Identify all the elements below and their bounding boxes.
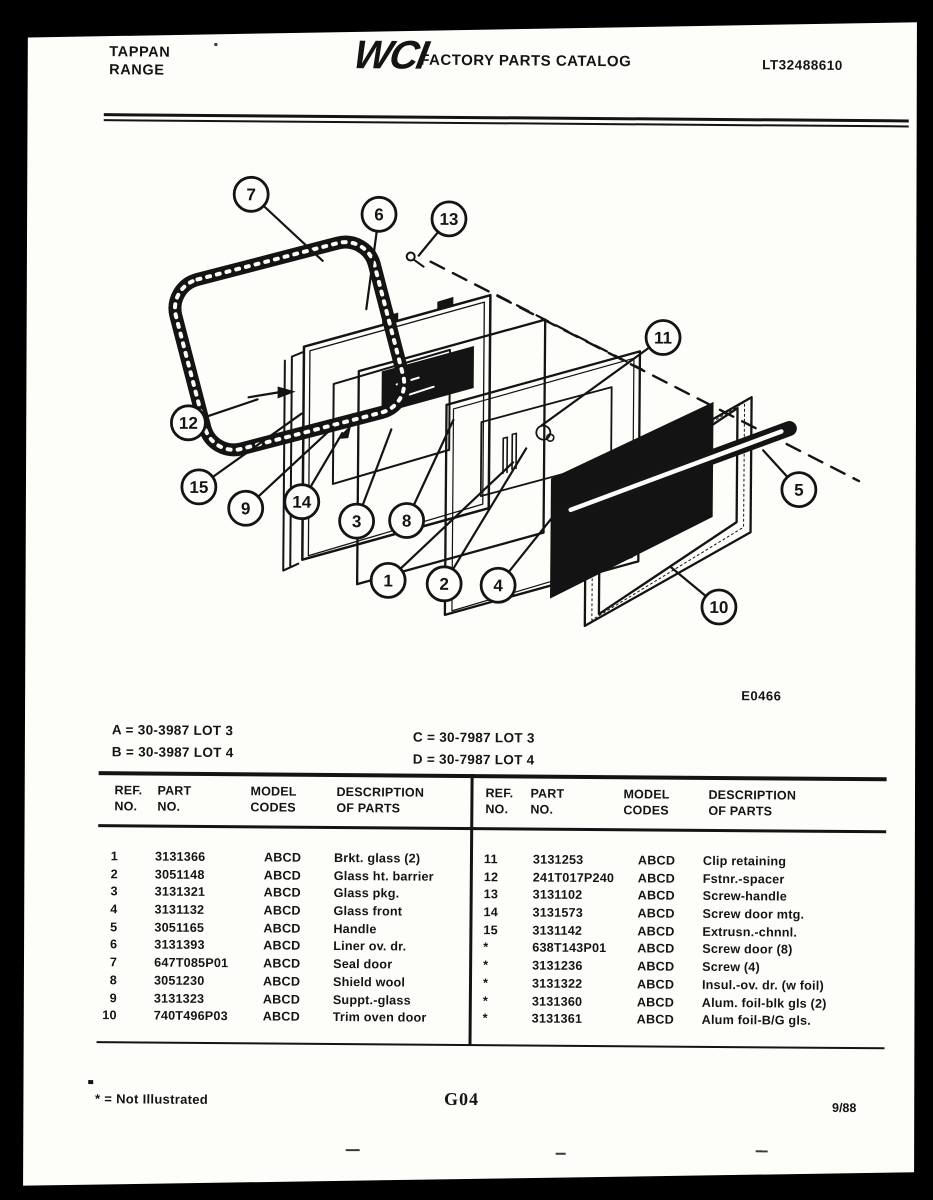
cell-ref: *	[482, 975, 489, 990]
scan-speck	[346, 1149, 360, 1151]
publication-number: LT32488610	[762, 57, 843, 73]
cell-desc: Seal door	[333, 957, 393, 972]
col-header-ref: REF. NO.	[114, 783, 143, 813]
cell-ref: 9	[109, 990, 117, 1005]
col-header-part: PART NO.	[157, 783, 192, 814]
figure-code: E0466	[741, 688, 782, 704]
cell-part: 3051148	[154, 867, 205, 882]
glass-package-art	[357, 318, 545, 585]
col-header-model-2: MODEL CODES	[623, 787, 670, 818]
cell-part: 3051230	[153, 973, 205, 988]
cell-part: 3131322	[531, 976, 583, 991]
cell-desc: Screw door mtg.	[702, 906, 805, 922]
scan-speck	[756, 1150, 768, 1152]
callout-13	[419, 202, 466, 256]
parts-table-right	[470, 852, 883, 1032]
cell-ref: *	[483, 958, 489, 973]
cell-ref: 12	[483, 869, 499, 884]
cell-part: 3131393	[154, 937, 205, 953]
table-row	[97, 1008, 469, 1029]
screw-art	[407, 253, 424, 267]
cell-part: 647T085P01	[154, 955, 229, 971]
cell-ref: 5	[110, 919, 118, 935]
svg-text:1: 1	[383, 571, 393, 591]
cell-codes: ABCD	[263, 885, 301, 901]
svg-text:6: 6	[374, 205, 384, 225]
page-code: G04	[444, 1088, 480, 1110]
svg-text:12: 12	[178, 413, 198, 433]
footnote-mark	[88, 1080, 93, 1084]
scan-speck	[214, 43, 217, 46]
cell-desc: Trim oven door	[332, 1010, 427, 1025]
cell-ref: 3	[110, 884, 118, 899]
model-legend-right	[413, 727, 535, 771]
cell-part: 3051165	[154, 920, 205, 935]
cell-desc: Glass ht. barrier	[333, 868, 434, 884]
table-rule-top	[99, 771, 887, 781]
cell-part: 3131253	[532, 852, 584, 867]
callout-group	[170, 177, 818, 625]
svg-text:8: 8	[401, 511, 412, 531]
legend-item-b: B = 30-3987 LOT 4	[111, 743, 234, 760]
cell-ref: 7	[109, 955, 118, 970]
cell-codes: ABCD	[637, 853, 676, 868]
callout-5	[763, 450, 816, 506]
callout-4	[481, 515, 554, 603]
table-rule-bottom	[97, 1041, 885, 1049]
scan-speck	[556, 1153, 566, 1155]
cell-desc: Screw-handle	[702, 889, 788, 904]
cell-codes: ABCD	[637, 959, 675, 974]
cell-part: 3131366	[154, 849, 206, 864]
cell-codes: ABCD	[637, 871, 676, 886]
cell-part: 3131360	[531, 994, 583, 1009]
cell-ref: *	[482, 1011, 488, 1026]
cell-codes: ABCD	[636, 1012, 674, 1027]
cell-part: 241T017P240	[532, 870, 615, 885]
model-legend-left	[112, 719, 234, 763]
callout-3	[339, 429, 391, 538]
cell-desc: Screw (4)	[702, 959, 760, 975]
table-rule-header	[98, 824, 886, 833]
cell-desc: Clip retaining	[702, 853, 787, 869]
cell-codes: ABCD	[262, 1009, 300, 1024]
cell-ref: 6	[110, 937, 118, 952]
cell-codes: ABCD	[636, 977, 675, 992]
svg-text:3: 3	[351, 512, 362, 532]
cell-part: 3131102	[532, 887, 583, 903]
col-header-part-2: PART NO.	[530, 786, 565, 817]
cell-part: 3131323	[153, 991, 205, 1006]
cell-desc: Glass pkg.	[333, 886, 400, 901]
cell-desc: Shield wool	[332, 974, 406, 990]
cell-part: 740T496P03	[153, 1008, 228, 1024]
cell-part: 3131361	[531, 1011, 583, 1027]
cell-ref: 2	[110, 866, 118, 881]
callout-7	[234, 177, 324, 261]
cell-codes: ABCD	[263, 903, 301, 918]
cell-desc: Extrusn.-chnnl.	[702, 924, 798, 940]
parts-table-left	[97, 849, 470, 1029]
cell-ref: *	[482, 993, 489, 1008]
svg-text:11: 11	[653, 328, 673, 348]
legend-item-d: D = 30-7987 LOT 4	[412, 751, 535, 768]
cell-codes: ABCD	[637, 941, 675, 957]
cell-part: 638T143P01	[532, 940, 607, 956]
cell-codes: ABCD	[637, 924, 675, 939]
edge-channel-art	[283, 352, 304, 571]
col-header-ref-2: REF. NO.	[485, 786, 514, 816]
cell-part: 3131321	[154, 884, 206, 900]
fastener-arrow-art	[249, 386, 296, 398]
cell-ref: 15	[483, 922, 498, 938]
cell-codes: ABCD	[262, 991, 301, 1007]
cell-ref: 13	[483, 887, 499, 902]
cell-ref: 14	[483, 905, 499, 920]
svg-text:2: 2	[439, 574, 449, 594]
cell-codes: ABCD	[637, 906, 675, 921]
cell-ref: *	[483, 940, 489, 955]
cell-ref: 10	[102, 1008, 117, 1023]
cell-desc: Liner ov. dr.	[333, 939, 407, 954]
cell-part: 3131573	[532, 905, 584, 920]
callout-10	[670, 567, 736, 625]
svg-text:4: 4	[493, 576, 503, 596]
cell-codes: ABCD	[263, 921, 301, 936]
cell-part: 3131236	[532, 958, 583, 974]
cell-desc: Handle	[333, 921, 377, 937]
cell-ref: 4	[110, 902, 118, 917]
svg-text:7: 7	[246, 185, 256, 205]
cell-codes: ABCD	[637, 888, 675, 904]
col-header-description-2: DESCRIPTION OF PARTS	[708, 787, 797, 818]
cell-codes: ABCD	[262, 974, 301, 989]
cell-codes: ABCD	[263, 956, 301, 971]
cell-part: 3131132	[154, 902, 205, 918]
wci-logo: WCI	[350, 33, 431, 78]
cell-desc: Fstnr.-spacer	[702, 871, 785, 887]
cell-desc: Suppt.-glass	[332, 992, 411, 1008]
issue-date: 9/88	[831, 1100, 857, 1116]
catalog-title: FACTORY PARTS CATALOG	[420, 51, 632, 71]
not-illustrated-note: * = Not Illustrated	[95, 1091, 209, 1107]
cell-desc: Brkt. glass (2)	[333, 850, 421, 866]
cell-desc: Alum. foil-blk gls (2)	[701, 995, 827, 1011]
cell-ref: 11	[483, 852, 498, 867]
svg-text:15: 15	[189, 477, 209, 497]
svg-text:10: 10	[709, 597, 729, 618]
cell-desc: Screw door (8)	[702, 942, 793, 958]
svg-text:5: 5	[794, 480, 804, 500]
brand-line2: RANGE	[109, 62, 165, 79]
cell-codes: ABCD	[263, 868, 302, 883]
svg-text:9: 9	[240, 499, 251, 519]
legend-item-c: C = 30-7987 LOT 3	[412, 729, 535, 746]
svg-text:13: 13	[439, 209, 459, 229]
brand-line1: TAPPAN	[109, 44, 171, 61]
cell-ref: 1	[110, 849, 119, 864]
col-header-model: MODEL CODES	[250, 784, 297, 815]
cell-desc: Glass front	[333, 904, 403, 919]
cell-codes: ABCD	[263, 938, 301, 954]
cell-ref: 8	[109, 973, 118, 988]
brand-name	[109, 43, 170, 79]
svg-text:14: 14	[292, 492, 312, 512]
cell-desc: Insul.-ov. dr. (w foil)	[701, 977, 824, 993]
col-header-description: DESCRIPTION OF PARTS	[336, 784, 425, 815]
table-row	[470, 1011, 882, 1032]
legend-item-a: A = 30-3987 LOT 3	[111, 722, 234, 739]
exploded-diagram	[139, 157, 883, 683]
cell-codes: ABCD	[636, 994, 675, 1010]
cell-codes: ABCD	[263, 850, 302, 865]
cell-part: 3131142	[532, 923, 583, 938]
cell-desc: Alum foil-B/G gls.	[701, 1013, 812, 1028]
